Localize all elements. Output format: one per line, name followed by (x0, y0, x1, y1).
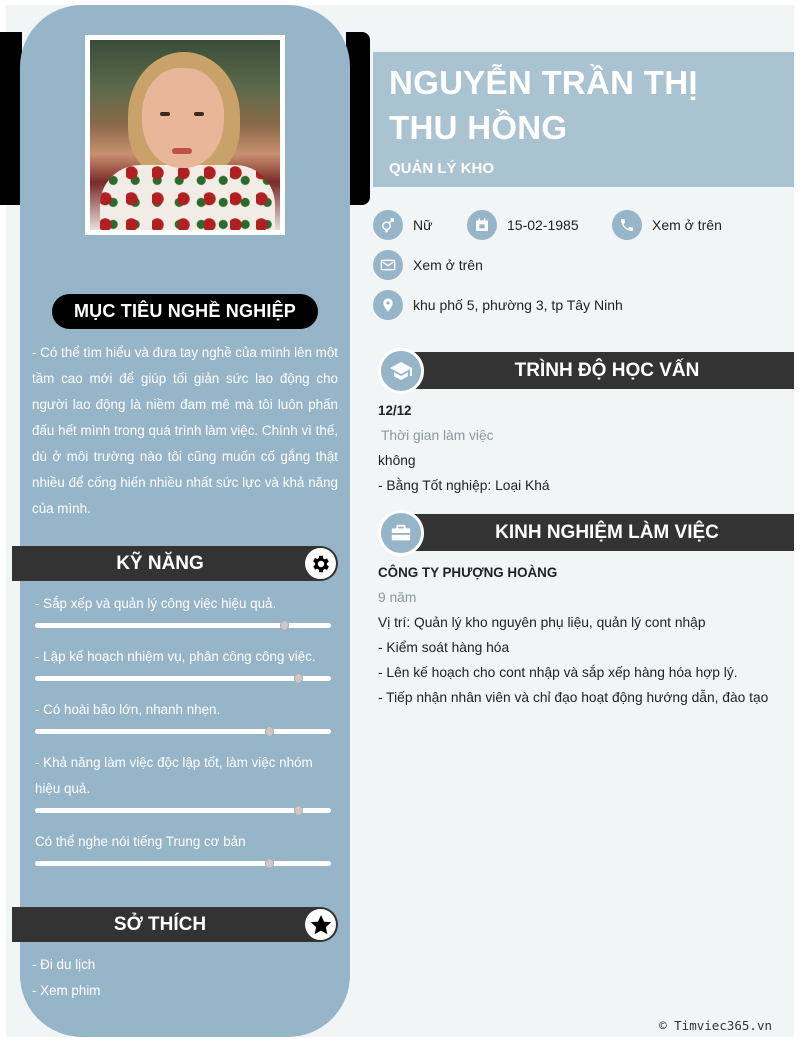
gender-value: Nữ (413, 217, 433, 233)
email-value: Xem ở trên (413, 257, 483, 273)
skill-level-knob (265, 858, 274, 869)
decorative-band-left (0, 32, 22, 205)
graduation-cap-icon (378, 348, 424, 394)
skills-heading-label: KỸ NĂNG (116, 553, 204, 574)
address-row (373, 290, 623, 320)
education-heading: TRÌNH ĐỘ HỌC VẤN (398, 352, 794, 389)
birthdate-row (467, 210, 579, 240)
location-icon (373, 290, 403, 320)
name-header (373, 52, 794, 187)
education-time: Thời gian làm việc (381, 428, 494, 443)
experience-line: - Kiểm soát hàng hóa (378, 640, 510, 655)
profile-photo (90, 40, 280, 230)
hobby-item: - Xem phim (32, 983, 101, 998)
education-entry (378, 398, 550, 498)
skill-item (35, 750, 331, 813)
hobby-item: - Đi du lịch (32, 957, 96, 972)
mail-icon (373, 250, 403, 280)
skills-heading (12, 546, 338, 581)
experience-entry (378, 560, 768, 710)
experience-line: Vị trí: Quản lý kho nguyên phụ liệu, quản lý cont nhập (378, 615, 706, 630)
skill-label: - Khả năng làm việc độc lập tốt, làm việc nhóm hiệu quả. (35, 755, 313, 796)
skill-level-bar (35, 729, 331, 734)
experience-heading: KINH NGHIỆM LÀM VIỆC (398, 514, 794, 551)
full-name-line2: THU HỒNG (389, 109, 568, 146)
experience-line: - Tiếp nhận nhân viên và chỉ đạo hoạt động hướng dẫn, đào tạo (378, 690, 769, 705)
education-school: không (378, 453, 416, 468)
objective-text: - Có thể tìm hiểu và đưa tay nghề của mình lên một tầm cao mới để giúp tối giản sức lao động cho người lao động là niềm đam mê mà tôi luôn phấn đấu hết mình trong quá trình làm việc. Chính vì thế, dù ở môi trường nào tôi cũng muốn cố gắng thật nhiều để cống hiến nhiều nhất sức lực và khả năng của mình. (32, 345, 338, 516)
gender-row (373, 210, 432, 240)
birthdate-value: 15-02-1985 (507, 217, 579, 233)
experience-company: CÔNG TY PHƯỢNG HOÀNG (378, 565, 558, 580)
phone-value: Xem ở trên (652, 217, 722, 233)
star-icon (305, 909, 336, 940)
address-value: khu phố 5, phường 3, tp Tây Ninh (413, 297, 623, 313)
hobbies-heading-label: SỞ THÍCH (113, 914, 207, 935)
skill-level-bar (35, 861, 331, 866)
calendar-icon (467, 210, 497, 240)
phone-icon (612, 210, 642, 240)
gear-icon (305, 548, 336, 579)
footer-copyright: © Timviec365.vn (659, 1018, 772, 1033)
skill-label: - Có hoài bão lớn, nhanh nhẹn. (35, 702, 221, 717)
objective-heading: MỤC TIÊU NGHỀ NGHIỆP (52, 294, 318, 329)
job-title: QUẢN LÝ KHO (389, 160, 494, 177)
skill-item (35, 697, 331, 734)
experience-section-header (378, 514, 794, 551)
briefcase-icon (378, 510, 424, 556)
skill-label: - Sắp xếp và quản lý công việc hiệu quả. (35, 596, 277, 611)
education-title: 12/12 (378, 403, 412, 418)
skill-item (35, 591, 331, 628)
email-row (373, 250, 483, 280)
skill-label: - Lập kế hoạch nhiệm vụ, phân công công việc. (35, 649, 316, 664)
skill-level-knob (294, 673, 303, 684)
education-detail: - Bằng Tốt nghiệp: Loại Khá (378, 478, 550, 493)
full-name-line1: NGUYỄN TRẦN THỊ (389, 64, 698, 101)
skill-level-knob (280, 620, 289, 631)
skills-list (35, 591, 331, 882)
skill-label: Có thể nghe nói tiếng Trung cơ bản (35, 834, 246, 849)
skill-level-knob (294, 805, 303, 816)
avatar (85, 35, 285, 235)
skill-item (35, 644, 331, 681)
hobbies-list (32, 952, 100, 1004)
skill-level-bar (35, 808, 331, 813)
education-section-header (378, 352, 794, 389)
skill-item (35, 829, 331, 866)
skill-level-bar (35, 623, 331, 628)
skill-level-knob (265, 726, 274, 737)
experience-line: - Lên kế hoạch cho cont nhập và sắp xếp hàng hóa hợp lý. (378, 665, 738, 680)
phone-row (612, 210, 722, 240)
hobbies-heading (12, 907, 338, 942)
experience-duration: 9 năm (378, 590, 417, 605)
skill-level-bar (35, 676, 331, 681)
gender-icon (373, 210, 403, 240)
